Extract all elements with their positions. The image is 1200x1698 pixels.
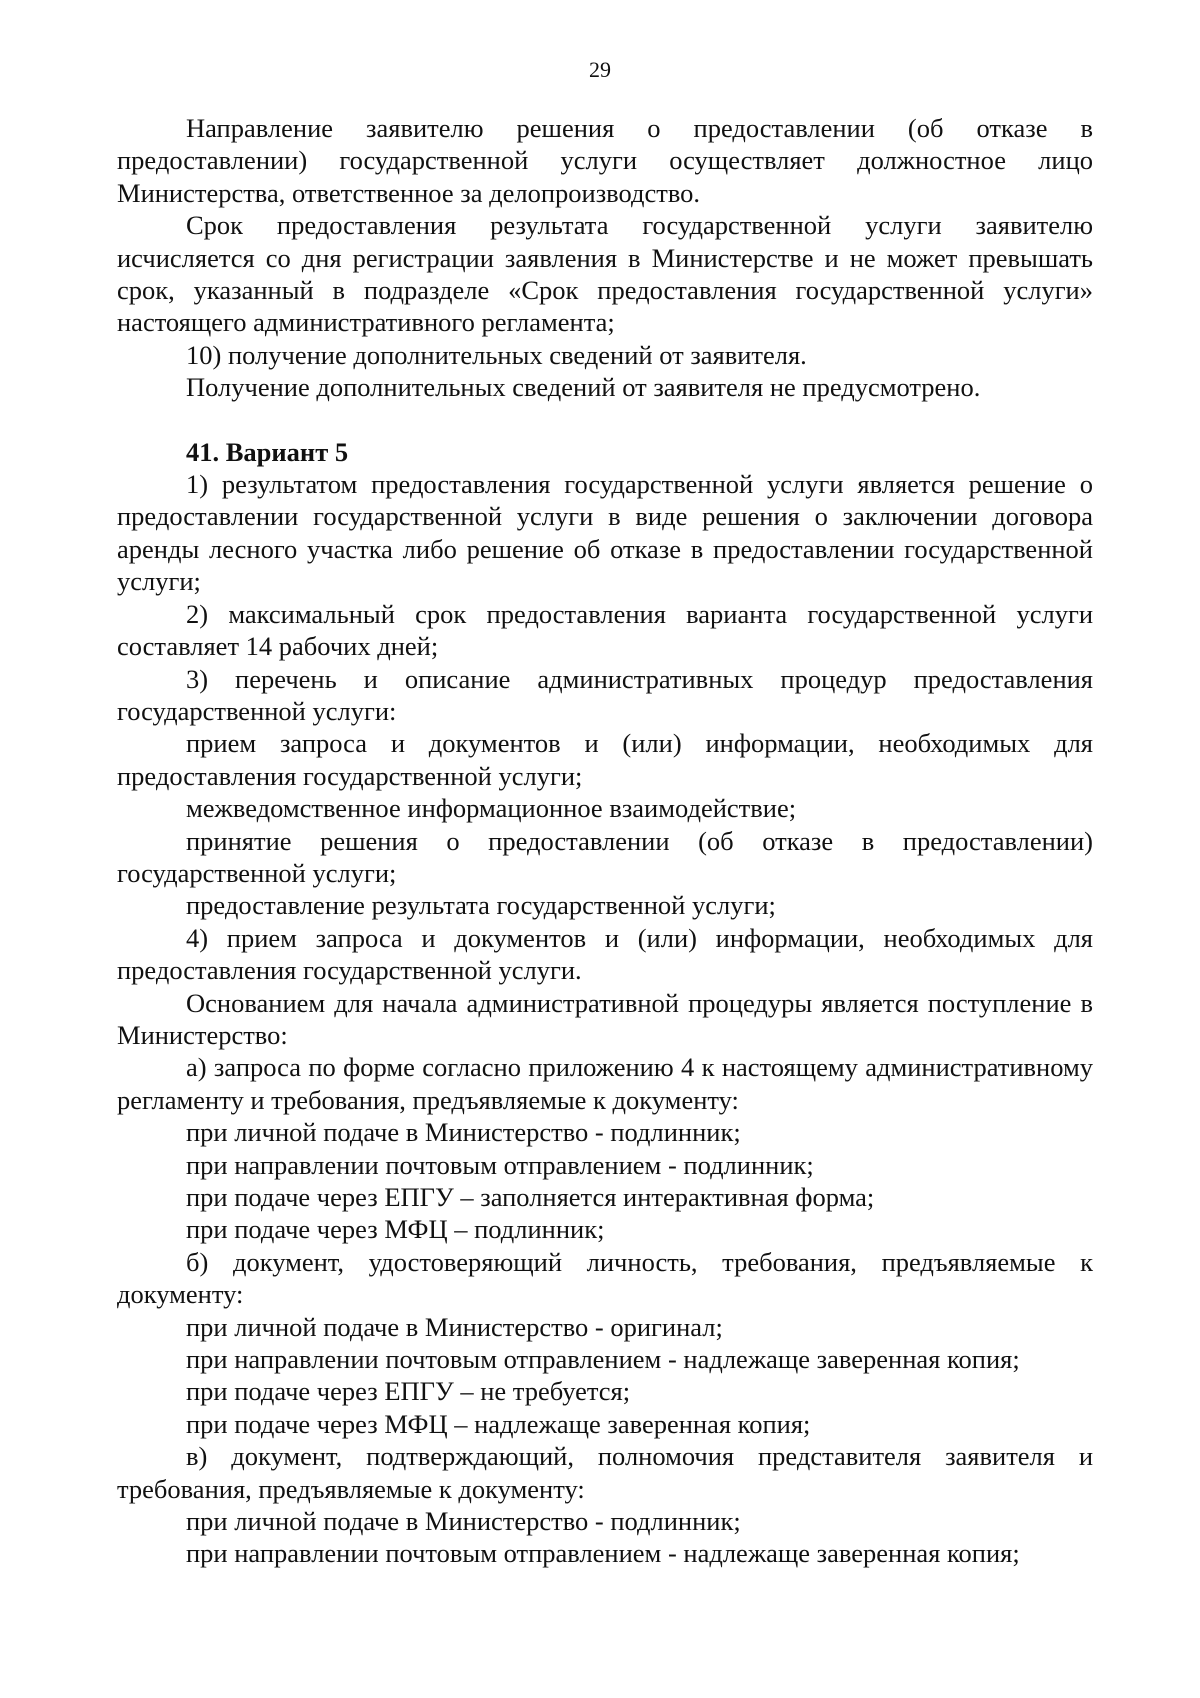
paragraph: при подаче через МФЦ – надлежаще заверенная копия; xyxy=(186,1408,811,1439)
paragraph: при подаче через МФЦ – подлинник; xyxy=(186,1214,605,1245)
paragraph: предоставление результата государственной услуги; xyxy=(186,890,776,921)
paragraph: при направлении почтовым отправлением - надлежаще заверенная копия; xyxy=(186,1538,1020,1569)
paragraph: при подаче через ЕПГУ – не требуется; xyxy=(186,1376,631,1407)
paragraph: Получение дополнительных сведений от заявителя не предусмотрено. xyxy=(186,372,981,403)
paragraph: 1) результатом предоставления государственной услуги является решение о предоставлении государственной услуги в виде решения о заключении договора аренды лесного участка либо решение об отказе в предоставлении государственной услуги; xyxy=(117,469,1093,597)
paragraph: принятие решения о предоставлении (об отказе в предоставлении) государственной услуги; xyxy=(117,825,1093,888)
section-heading: 41. Вариант 5 xyxy=(186,436,349,467)
paragraph: а) запроса по форме согласно приложению 4 к настоящему административному регламенту и требования, предъявляемые к документу: xyxy=(117,1052,1093,1115)
paragraph: при личной подаче в Министерство - подлинник; xyxy=(186,1506,741,1537)
paragraph: межведомственное информационное взаимодействие; xyxy=(186,793,797,824)
paragraph: при направлении почтовым отправлением - надлежаще заверенная копия; xyxy=(186,1344,1020,1375)
paragraph: Срок предоставления результата государственной услуги заявителю исчисляется со дня регистрации заявления в Министерстве и не может превышать срок, указанный в подразделе «Срок предоставления государственной услуги» настоящего административного регламента; xyxy=(117,210,1093,338)
paragraph: в) документ, подтверждающий, полномочия представителя заявителя и требования, предъявляемые к документу: xyxy=(117,1441,1093,1504)
paragraph: б) документ, удостоверяющий личность, требования, предъявляемые к документу: xyxy=(117,1246,1093,1310)
paragraph: 3) перечень и описание административных процедур предоставления государственной услуги: xyxy=(117,663,1093,726)
paragraph: Основанием для начала административной процедуры является поступление в Министерство: xyxy=(117,987,1093,1050)
paragraph: при личной подаче в Министерство - оригинал; xyxy=(186,1311,723,1342)
paragraph: при подаче через ЕПГУ – заполняется интерактивная форма; xyxy=(186,1182,875,1212)
paragraph: 10) получение дополнительных сведений от заявителя. xyxy=(186,339,807,370)
paragraph: Направление заявителю решения о предоставлении (об отказе в предоставлении) государственной услуги осуществляет должностное лицо Министерства, ответственное за делопроизводство. xyxy=(117,113,1093,208)
page-number: 29 xyxy=(589,57,611,82)
paragraph: при направлении почтовым отправлением - подлинник; xyxy=(186,1149,814,1180)
paragraph: 2) максимальный срок предоставления варианта государственной услуги составляет 14 рабочих дней; xyxy=(117,598,1093,662)
page-body xyxy=(117,112,1093,1570)
paragraph: 4) прием запроса и документов и (или) информации, необходимых для предоставления государственной услуги. xyxy=(117,922,1093,986)
paragraph: при личной подаче в Министерство - подлинник; xyxy=(186,1117,741,1148)
paragraph: прием запроса и документов и (или) информации, необходимых для предоставления государственной услуги; xyxy=(117,728,1093,791)
